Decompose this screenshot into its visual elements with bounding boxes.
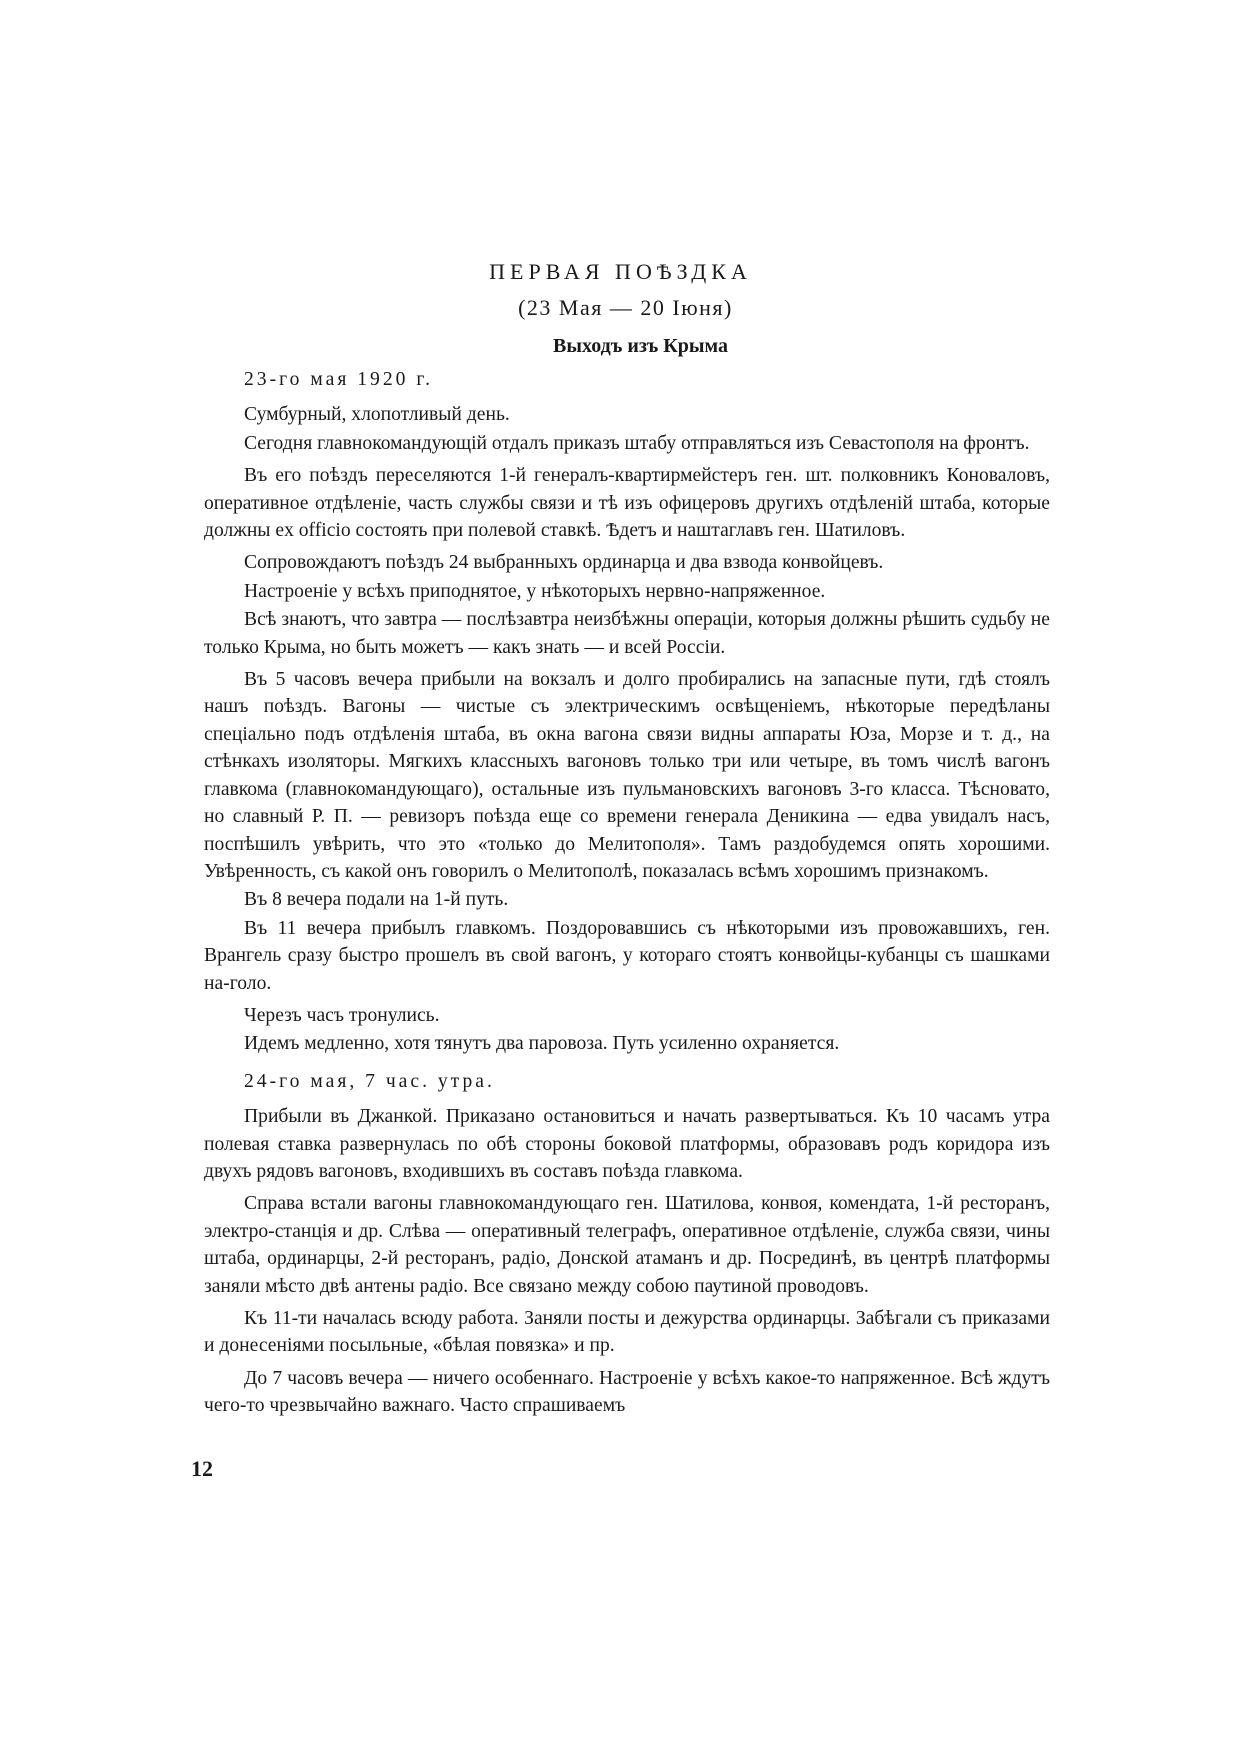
paragraph: Въ 8 вечера подали на 1-й путь. [244, 889, 509, 911]
dateline: 23-го мая 1920 г. [244, 369, 434, 390]
paragraph: Черезъ часъ тронулись. [244, 1004, 440, 1026]
body-text [204, 366, 1050, 1425]
paragraph: Къ 11-ти началась всюду работа. Заняли посты и дежурства ординарцы. Забѣгали съ приказами и донесеніями посыльные, «бѣлая повязка» и пр. [204, 1308, 1050, 1357]
paragraph: Сумбурный, хлопотливый день. [244, 404, 510, 426]
paragraph: Въ его поѣздъ переселяются 1-й генералъ-квартирмейстеръ ген. шт. полковникъ Коноваловъ, оперативное отдѣленіе, часть службы связи и тѣ изъ офицеровъ другихъ отдѣленій штаба, которые должны ex officio состоять при полевой ставкѣ. Ѣдетъ и наштаглавъ ген. Шатиловъ. [204, 465, 1050, 542]
paragraph: Идемъ медленно, хотя тянутъ два паровоза. Путь усиленно охраняется. [244, 1033, 840, 1055]
chapter-title: ПЕРВАЯ ПОѢЗДКА [489, 259, 752, 284]
section-title: Выходъ изъ Крыма [553, 335, 728, 357]
paragraph: Сопровождаютъ поѣздъ 24 выбранныхъ ординарца и два взвода конвойцевъ. [244, 552, 884, 574]
paragraph: Настроеніе у всѣхъ приподнятое, у нѣкоторыхъ нервно-напряженное. [244, 580, 826, 602]
dateline: 24-го мая, 7 час. утра. [244, 1070, 495, 1092]
paragraph: Въ 11 вечера прибылъ главкомъ. Поздоровавшись съ нѣкоторыми изъ провожавшихъ, ген. Врангель сразу быстро прошелъ въ свой вагонъ, у котораго стоятъ конвойцы-кубанцы съ шашками на-голо. [204, 917, 1050, 994]
page-number: 12 [191, 1456, 213, 1481]
paragraph: Всѣ знаютъ, что завтра — послѣзавтра неизбѣжны операціи, которыя должны рѣшить судьбу не только Крыма, но быть можетъ — какъ знать — и всей Россіи. [204, 609, 1050, 658]
paragraph: Сегодня главнокомандующій отдалъ приказъ штабу отправляться изъ Севастополя на фронтъ. [244, 432, 1030, 454]
chapter-dates: (23 Мая — 20 Іюня) [518, 295, 733, 320]
paragraph: Прибыли въ Джанкой. Приказано остановиться и начать развертываться. Къ 10 часамъ утра полевая ставка развернулась по обѣ стороны боковой платформы, образовавъ родъ коридора изъ двухъ рядовъ вагоновъ, входившихъ въ составъ поѣзда главкома. [204, 1106, 1050, 1182]
paragraph: Въ 5 часовъ вечера прибыли на вокзалъ и долго пробирались на запасные пути, гдѣ стоялъ нашъ поѣздъ. Вагоны — чистые съ электрическимъ освѣщеніемъ, нѣкоторые передѣланы спеціально подъ отдѣленія штаба, въ окна вагона связи видны аппараты Юза, Морзе и т. д., на стѣнкахъ изоляторы. Мягкихъ классныхъ вагоновъ только три или четыре, въ томъ числѣ вагонъ главкома (главнокомандующаго), остальные изъ пульмановскихъ вагоновъ 3-го класса. Тѣсновато, но славный Р. П. — ревизоръ поѣзда еще со времени генерала Деникина — едва увидалъ насъ, поспѣшилъ увѣрить, что это «только до Мелитополя». Тамъ раздобудемся опять хорошими. Увѣренность, съ какой онъ говорилъ о Мелитополѣ, показалась всѣмъ хорошимъ признакомъ. [204, 669, 1050, 882]
paragraph: Справа встали вагоны главнокомандующаго ген. Шатилова, конвоя, комендата, 1-й ресторанъ, электро-станція и др. Слѣва — оперативный телеграфъ, оперативное отдѣленіе, служба связи, чины штаба, ординарцы, 2-й ресторанъ, радіо, Донской атаманъ и др. Посрединѣ, въ центрѣ платформы заняли мѣсто двѣ антены радіо. Все связано между собою паутиной проводовъ. [204, 1193, 1050, 1297]
paragraph: До 7 часовъ вечера — ничего особеннаго. Настроеніе у всѣхъ какое-то напряженное. Всѣ ждутъ чего-то чрезвычайно важнаго. Часто спрашиваемъ [204, 1367, 1050, 1417]
